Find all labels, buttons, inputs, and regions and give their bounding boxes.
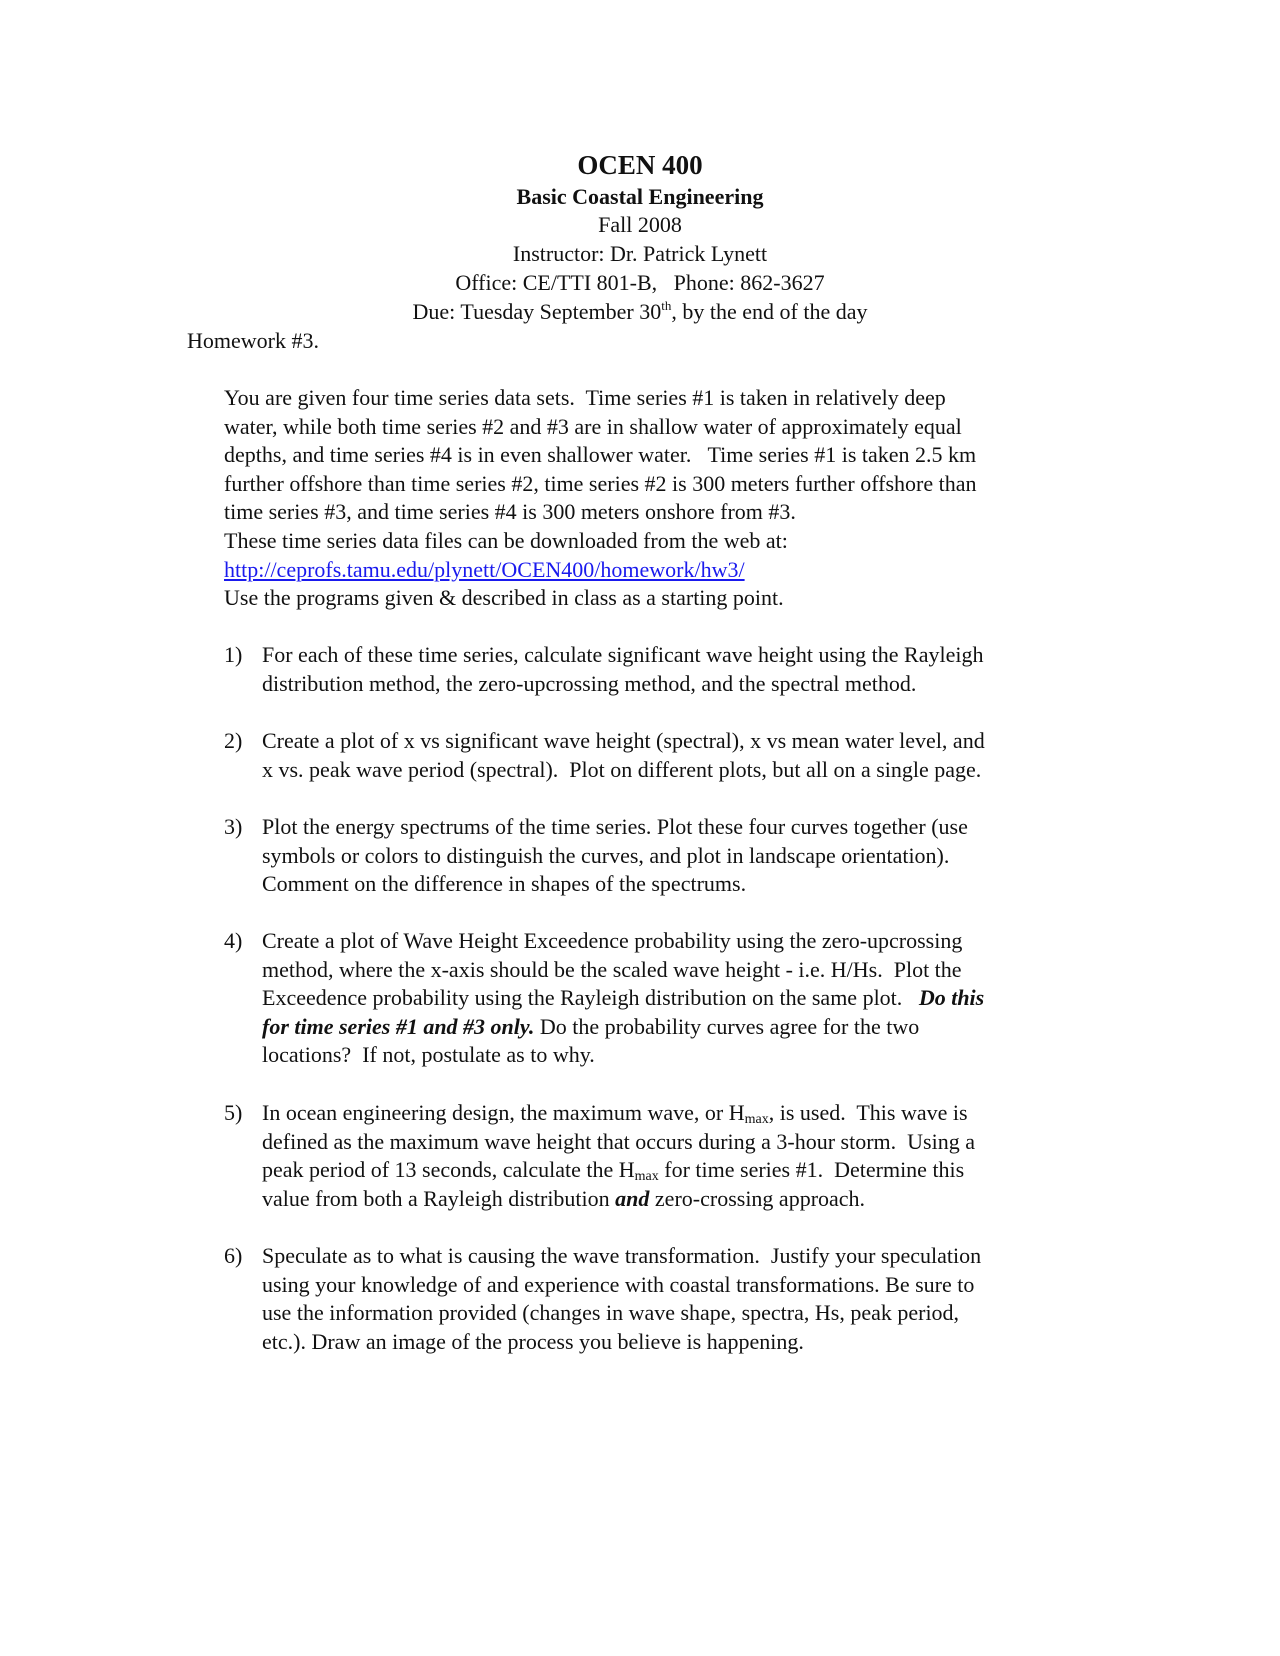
question-line: method, where the x-axis should be the scaled wave height - i.e. H/Hs. Plot the <box>262 956 962 982</box>
question-line: Plot the energy spectrums of the time series. Plot these four curves together (use <box>262 814 968 839</box>
intro-line: time series #3, and time series #4 is 300 meters onshore from #3. <box>224 499 796 525</box>
homework-data-link[interactable]: http://ceprofs.tamu.edu/plynett/OCEN400/homework/hw3/ <box>224 556 745 582</box>
due-suffix: , by the end of the day <box>671 299 868 324</box>
due-superscript: th <box>661 298 672 313</box>
instructor: Instructor: Dr. Patrick Lynett <box>512 241 768 266</box>
office-phone: Office: CE/TTI 801-B, Phone: 862-3627 <box>455 270 825 295</box>
course-subtitle: Basic Coastal Engineering <box>516 184 764 209</box>
semester: Fall 2008 <box>598 212 682 237</box>
question-line: locations? If not, postulate as to why. <box>262 1042 595 1068</box>
question-number: 5) <box>224 1100 243 1125</box>
question-text: , is used. This wave is <box>768 1100 968 1125</box>
question-number: 3) <box>224 814 243 839</box>
question-line: Comment on the difference in shapes of the spectrums. <box>262 871 747 897</box>
question-text: In ocean engineering design, the maximum wave, or H <box>262 1100 745 1125</box>
subscript: max <box>634 1169 659 1185</box>
question-text: zero-crossing approach. <box>649 1185 866 1211</box>
question-text: value from both a Rayleigh distribution <box>262 1185 616 1211</box>
question-line: For each of these time series, calculate significant wave height using the Rayleigh <box>262 642 984 667</box>
intro-closing: Use the programs given & described in class as a starting point. <box>224 585 784 611</box>
homework-label: Homework #3. <box>187 328 319 353</box>
question-line: use the information provided (changes in wave shape, spectra, Hs, peak period, <box>262 1300 960 1326</box>
question-line: symbols or colors to distinguish the curves, and plot in landscape orientation). <box>262 842 950 868</box>
question-text: peak period of 13 seconds, calculate the H <box>262 1157 635 1183</box>
emphasis-text: and <box>615 1185 650 1211</box>
question-line: Create a plot of Wave Height Exceedence probability using the zero-upcrossing <box>262 928 963 953</box>
intro-line: You are given four time series data sets. Time series #1 is taken in relatively deep <box>224 385 946 410</box>
question-number: 4) <box>224 928 243 953</box>
subscript: max <box>744 1112 769 1127</box>
question-text: Exceedence probability using the Rayleigh distribution on the same plot. <box>262 985 919 1011</box>
question-line: using your knowledge of and experience with coastal transformations. Be sure to <box>262 1271 975 1297</box>
emphasis-text: for time series #1 and #3 only. <box>262 1013 535 1039</box>
question-number: 2) <box>224 728 243 753</box>
question-text: for time series #1. Determine this <box>658 1157 965 1183</box>
question-line: Create a plot of x vs significant wave height (spectral), x vs mean water level, and <box>262 728 985 753</box>
due-prefix: Due: Tuesday September 30 <box>412 299 662 324</box>
question-text: Do the probability curves agree for the two <box>534 1013 920 1039</box>
question-line: Speculate as to what is causing the wave transformation. Justify your speculation <box>262 1243 982 1268</box>
due-date <box>0 298 1280 326</box>
course-title: OCEN 400 <box>577 150 703 180</box>
intro-line: depths, and time series #4 is in even shallower water. Time series #1 is taken 2.5 km <box>224 442 977 468</box>
question-line: etc.). Draw an image of the process you believe is happening. <box>262 1328 804 1354</box>
question-number: 1) <box>224 642 243 667</box>
question-line: x vs. peak wave period (spectral). Plot on different plots, but all on a single page. <box>262 756 982 782</box>
intro-line: water, while both time series #2 and #3 are in shallow water of approximately equal <box>224 413 962 439</box>
intro-line: These time series data files can be downloaded from the web at: <box>224 527 788 553</box>
question-line: defined as the maximum wave height that occurs during a 3-hour storm. Using a <box>262 1128 975 1154</box>
question-number: 6) <box>224 1243 243 1268</box>
question-line: distribution method, the zero-upcrossing method, and the spectral method. <box>262 670 917 696</box>
emphasis-text: Do this <box>918 985 985 1011</box>
intro-paragraph <box>224 384 1094 613</box>
intro-line: further offshore than time series #2, time series #2 is 300 meters further offshore than <box>224 470 977 496</box>
